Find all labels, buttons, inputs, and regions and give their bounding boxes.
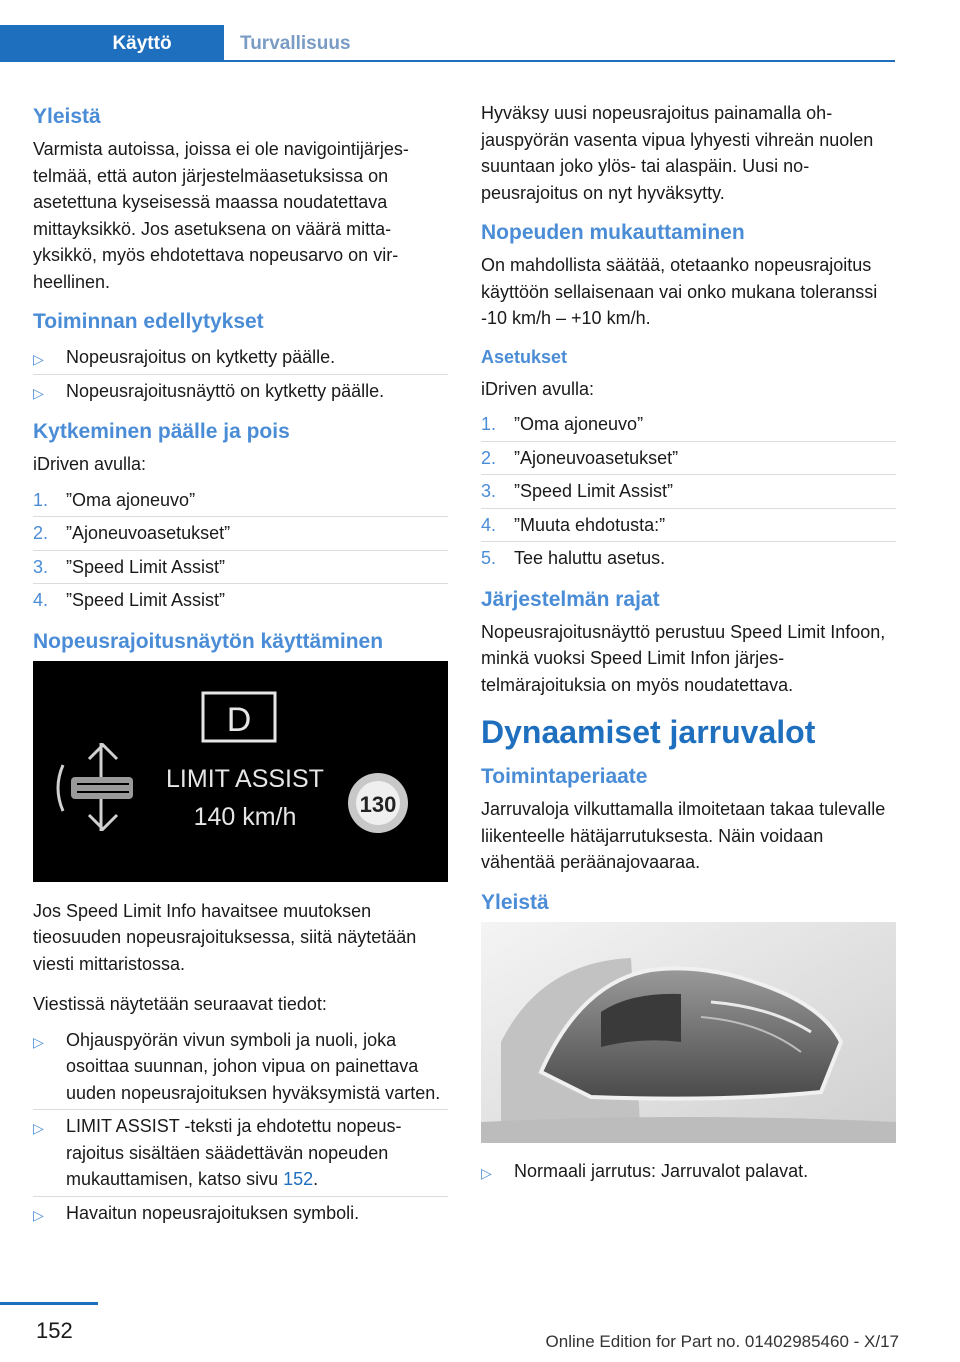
suggested-speed-text: 140 km/h: [193, 802, 297, 831]
triangle-bullet-icon: ▷: [33, 1033, 44, 1050]
triangle-bullet-icon: ▷: [33, 1206, 44, 1223]
list-item: 1. ”Oma ajoneuvo”: [481, 414, 644, 434]
right-column: [481, 100, 896, 1199]
list-tiedot: [33, 1024, 448, 1230]
paragraph-muutos: Jos Speed Limit Info havaitsee muutoksen tieosuuden nopeusrajoituksessa, siitä näytetään viesti mittaristossa.: [33, 900, 417, 974]
list-item: 4. ”Speed Limit Assist”: [33, 583, 448, 617]
paragraph-toimintaperiaate: Jarruvaloja vilkuttamalla ilmoitetaan takaa tulevalle liikenteelle hätäjarrutuksesta. Näin voidaan vähentää peräänajovaaraa.: [481, 799, 886, 872]
list-item: ▷ Normaali jarrutus: Jarruvalot palavat.: [481, 1155, 896, 1188]
list-item: 3. ”Speed Limit Assist”: [33, 550, 448, 584]
footer-rule: [0, 1302, 98, 1305]
page-number: 152: [36, 1318, 73, 1343]
heading-edellytykset: Toiminnan edellytykset: [33, 310, 264, 333]
gear-indicator: D: [226, 700, 252, 739]
list-item: ▷ Ohjauspyörän vivun symboli ja nuoli, joka osoittaa suunnan, johon vipua on painettava uuden nopeusrajoituksen hyväksymistä varten.: [33, 1029, 441, 1103]
tab-turvallisuus: Turvallisuus: [240, 32, 351, 54]
list-item: ▷ Nopeusrajoitusnäyttö on kytketty päälle.: [33, 374, 448, 408]
paragraph-viesti: Viestissä näytetään seuraavat tiedot:: [33, 994, 327, 1014]
tab-kaytto: Käyttö: [0, 25, 224, 62]
heading-mukauttaminen: Nopeuden mukauttaminen: [481, 221, 745, 244]
triangle-bullet-icon: ▷: [481, 1164, 492, 1181]
triangle-bullet-icon: ▷: [33, 1120, 44, 1136]
header-rule: [0, 60, 895, 62]
page-link[interactable]: 152: [283, 1169, 314, 1189]
triangle-bullet-icon: ▷: [33, 384, 44, 401]
paragraph-idrive: iDriven avulla:: [481, 378, 595, 399]
list-item: 1. ”Oma ajoneuvo”: [33, 489, 196, 510]
list-item: 3. ”Speed Limit Assist”: [481, 474, 896, 508]
list-item: 4. ”Muuta ehdotusta:”: [481, 508, 896, 542]
list-item: 2. ”Ajoneuvoasetukset”: [481, 441, 896, 475]
paragraph-mukauttaminen: On mahdollista säätää, otetaanko nopeusrajoitus käyttöön sellaisenaan vai onko mukana toleranssi -10 km/h – +10 km/h.: [481, 255, 878, 328]
limit-assist-text: LIMIT ASSIST: [166, 764, 324, 793]
steps-kytkeminen: [33, 484, 448, 617]
left-column: [33, 100, 448, 1241]
speed-limit-sign-icon: [348, 773, 408, 833]
paragraph-yleista: Varmista autoissa, joissa ei ole navigointijärjestelmää, että auton järjestelmäasetuksissa on asetettuna kyseisessä maassa noudatettava mittayksikkö. Jos asetuksena on väärä mittayksikkö, myös ehdotettava nopeusarvo on virheellinen.: [33, 139, 409, 292]
list-item: 2. ”Ajoneuvoasetukset”: [33, 516, 448, 550]
tail-light-image: [481, 922, 896, 1143]
steps-asetukset: [481, 408, 896, 575]
running-header: [0, 0, 895, 62]
triangle-bullet-icon: ▷: [33, 351, 44, 367]
heading-rajat: Järjestelmän rajat: [481, 587, 660, 611]
paragraph-rajat: Nopeusrajoitusnäyttö perustuu Speed Limit Infoon, minkä vuoksi Speed Limit Infon järjestelmärajoituksia on myös noudatettava.: [481, 621, 886, 695]
edition-note: Online Edition for Part no. 01402985460 - X/17: [545, 1332, 899, 1351]
heading-asetukset: Asetukset: [481, 346, 568, 367]
heading-toimintaperiaate: Toimintaperiaate: [481, 765, 648, 788]
heading-yleista-2: Yleistä: [481, 890, 549, 914]
instrument-cluster-image: [33, 661, 448, 882]
list-item: ▷ Havaitun nopeusrajoituksen symboli.: [33, 1196, 448, 1230]
heading-kytkeminen: Kytkeminen päälle ja pois: [33, 420, 290, 443]
heading-naytto: Nopeusrajoitusnäytön käyttäminen: [33, 629, 384, 653]
paragraph-idrive: iDriven avulla:: [33, 454, 147, 474]
svg-text:130: 130: [359, 791, 397, 817]
heading-yleista: Yleistä: [33, 105, 101, 128]
paragraph-hyvaksy: Hyväksy uusi nopeusrajoitus painamalla ohjauspyörän vasenta vipua lyhyesti vihreän nuolen suuntaan joko ylös- tai alaspäin. Uusi nopeusrajoitus on nyt hyväksytty.: [481, 103, 874, 203]
list-item: 5. Tee haluttu asetus.: [481, 541, 896, 575]
list-jarruvalot: [481, 1155, 896, 1188]
heading-dynaamiset: Dynaamiset jarruvalot: [481, 714, 816, 750]
list-edellytykset: [33, 341, 448, 407]
list-item: ▷ LIMIT ASSIST -teksti ja ehdotettu nopeusrajoitus sisältäen säädettävän nopeuden mukauttamisen, katso sivu 152.: [33, 1109, 448, 1196]
list-item: ▷ Nopeusrajoitus on kytketty päälle.: [33, 341, 448, 374]
